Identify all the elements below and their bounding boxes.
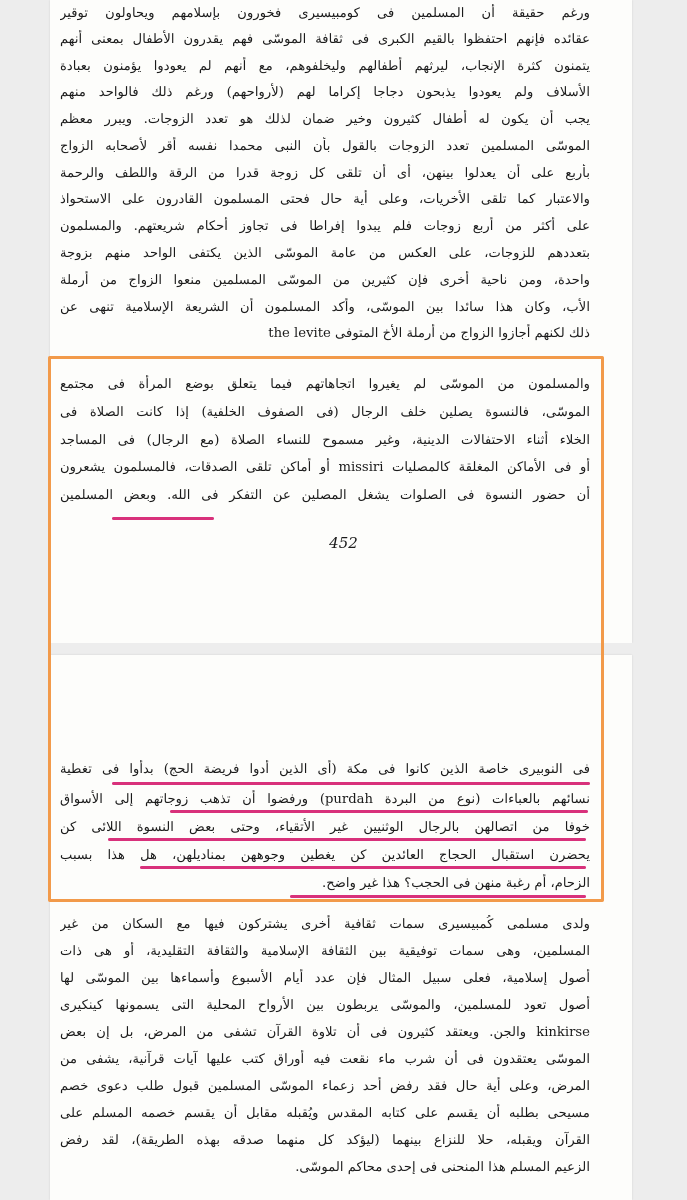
text-line: أن حضور النسوة فى الصلوات يشغل المصلين عن التفكر فى الله. وبعض المسلمين <box>60 488 590 503</box>
text-line: الزعيم المسلم هذا المنحنى فى إحدى محاكم الموسّى. <box>295 1160 590 1175</box>
text-line: يتمنون كثرة الإنجاب، ليرثهم أطفالهم وليخلفوهم، مع أنهم لم يعودوا يؤمنون بعبادة <box>60 59 590 74</box>
text-line: عقائده فإنهم احتفظوا بالقيم الكبرى فى ثقافة الموسّى فهم يقدرون الأطفال بمعنى أنهم <box>60 32 590 47</box>
text-line: يجب أن يكون له أطفال كثيرون وخير ضمان لذلك هو تعدد الزوجات. ويبرر معظم <box>60 112 590 127</box>
page-number: 452 <box>329 534 358 552</box>
text-line: المسلمين، وهى سمات توفيقية بين الثقافة الإسلامية والثقافة التقليدية، أو هى ذات <box>60 944 590 959</box>
text-line: خوفا من اتصالهن بالرجال الوثنيين غير الأتقياء، وحتى بعض النسوة اللائى كن <box>60 820 590 835</box>
text-line: القرآن ويقبله، حلا للنزاع بينهما (ليؤكد كل منهما صدقه بهذه الطريقة)، لقد رفض <box>60 1133 590 1148</box>
text-line: أصول تعود للمسلمين، والموسّى يربطون بين الأرواح المحلية التى يسمونها كينكيرى <box>60 998 590 1013</box>
orange-highlight-box <box>48 356 604 902</box>
text-line: الزحام، أم رغبة منهن فى الحجب؟ هذا غير واضح. <box>322 876 590 891</box>
pink-underline <box>170 810 588 813</box>
text-line: يحضرن استقبال الحجاج العائدين كن يغطين وجوههن بمناديلهن، هل هذا بسبب <box>60 848 590 863</box>
text-line: والمسلمون من الموسّى لم يغيروا اتجاهاتهم فيما يتعلق بوضع المرأة فى مجتمع <box>60 377 590 392</box>
text-line: kinkirse والجن. ويعتقد كثيرون فى أن تلاوة القرآن تشفى من المرض، بل إن بعض <box>60 1025 590 1040</box>
text-line: الخلاء أثناء الاحتفالات الدينية، وغير مسموح للنساء الصلاة (مع الرجال) فى المساجد <box>60 433 590 448</box>
text-line: الموسّى يعتقدون فى أن شرب ماء نقعت فيه أوراق كتب عليها آيات قرآنية، يشفى من <box>60 1052 590 1067</box>
text-line: أصول إسلامية، فعلى سبيل المثال فإن عدد أيام الأسبوع وأسماءها بين الموسّى لها <box>60 971 590 986</box>
pink-underline <box>112 782 590 785</box>
text-line: الأب، وكان هذا سائدا بين الموسّى، وأكد المسلمون أن الشريعة الإسلامية تنهى عن <box>60 300 590 315</box>
text-line: أو فى الأماكن المغلقة كالمصليات missiri أو أماكن تلقى الصدقات، فالمسلمون يشعرون <box>60 460 590 475</box>
pink-underline <box>290 895 586 898</box>
text-line: والاعتبار كما تلقى الأخريات، وعلى أية حال فحتى المسلمون القادرون على الاستحواذ <box>60 192 590 207</box>
text-line: بأربع على أن يعدلوا بينهن، أى أن تلقى كل زوجة قدرا من الرقة واللطف والرحمة <box>60 166 590 181</box>
text-line: الموسّى، فالنسوة يصلين خلف الرجال (فى الصفوف الخلفية) إذا كانت الصلاة فى <box>60 405 590 420</box>
text-line: مسيحى بطلبه أن يقسم على كتابه المقدس ويُقبله مقابل أن يقسم خصمه المسلم على <box>60 1106 590 1121</box>
text-line: بتعددهم للزوجات، على العكس من عامة الموسّى الذين يكتفى الواحد منهم بزوجة <box>60 246 590 261</box>
pink-underline <box>140 866 586 869</box>
text-line: ذلك لكنهم أجازوا الزواج من أرملة الأخ المتوفى the levite <box>268 326 590 341</box>
text-line: المرض، وعلى أية حال فقد رفض أحد زعماء الموسّى المسلمين قبول طلب دعوى خصم <box>60 1079 590 1094</box>
text-line: الموسّى المسلمين تعدد الزوجات بالقول بأن النبى محمدا نفسه أقر لأصحابه الزواج <box>60 139 590 154</box>
text-line: واحدة، ومن ناحية أخرى فإن كثيرين من الموسّى المسلمين منعوا الزواج من أرملة <box>60 273 590 288</box>
text-line: ورغم حقيقة أن المسلمين فى كومبيسيرى فخورون بإسلامهم ويحاولون توقير <box>60 6 590 21</box>
text-line: ولدى مسلمى كُمبيسيرى سمات ثقافية أخرى يشتركون فيها مع السكان من غير <box>60 917 590 932</box>
text-line: نسائهم بالعباءات (نوع من البردة purdah) ورفضوا أن تذهب زوجاتهم إلى الأسواق <box>60 792 590 807</box>
text-line: على أكثر من أربع زوجات فلم يبدوا إفراطا فى تجاوز أحكام شريعتهم. والمسلمون <box>60 219 590 234</box>
text-line: الأسلاف ولم يعودوا يذبحون دجاجا إكراما لهم (لأرواحهم) ورغم ذلك فالواحد منهم <box>60 85 590 100</box>
text-line: فى النوبيرى خاصة الذين كانوا فى مكة (أى الذين أدوا فريضة الحج) بدأوا فى تغطية <box>60 762 590 777</box>
pink-underline <box>108 838 586 841</box>
pink-underline <box>112 517 214 520</box>
